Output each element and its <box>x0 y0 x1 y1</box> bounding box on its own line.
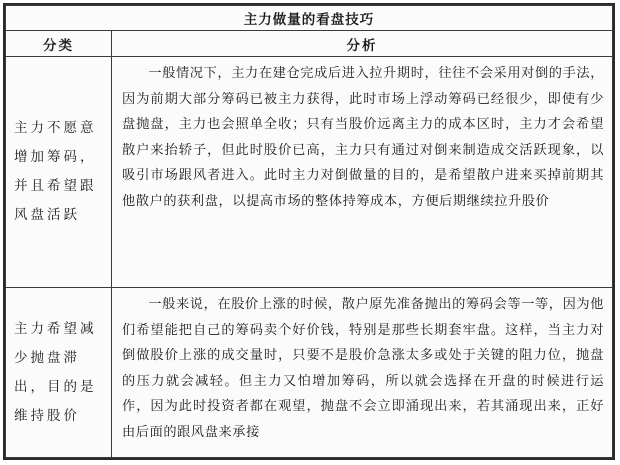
table-row <box>6 288 613 458</box>
header-analysis: 分析 <box>112 31 613 57</box>
row-category: 主力不愿意增加筹码，并且希望跟风盘活跃 <box>6 57 112 288</box>
row-category: 主力希望减少抛盘滞出，目的是维持股价 <box>6 288 112 458</box>
table-row <box>6 57 613 288</box>
row-analysis: 一般情况下，主力在建仓完成后进入拉升期时，往往不会采用对倒的手法，因为前期大部分筹码已被主力获得，此时市场上浮动筹码已经很少，即使有少盘抛盘，主力也会照单全收；只有当股价远离主力的成本区时，主力才会希望散户来抬轿子，但此时股价已高，主力只有通过对倒来制造成交活跃现象，以吸引市场跟风者进入。此时主力对倒做量的目的，是希望散户进来买掉前期其他散户的获利盘，以提高市场的整体持筹成本，方便后期继续拉升股价 <box>112 57 613 288</box>
header-category: 分类 <box>6 31 112 57</box>
skills-table-frame <box>3 3 615 460</box>
table-title: 主力做量的看盘技巧 <box>6 6 613 31</box>
table-title-row <box>6 6 613 31</box>
skills-table <box>5 5 613 458</box>
row-analysis: 一般来说，在股价上涨的时候，散户原先准备抛出的筹码会等一等，因为他们希望能把自己的筹码卖个好价钱，特别是那些长期套牢盘。这样，当主力对倒做股价上涨的成交量时，只要不是股价急涨太多或处于关键的阻力位，抛盘的压力就会减轻。但主力又怕增加筹码，所以就会选择在开盘的时候进行运作，因为此时投资者都在观望，抛盘不会立即涌现出来，若其涌现出来，正好由后面的跟风盘来承接 <box>112 288 613 458</box>
table-header-row <box>6 31 613 57</box>
